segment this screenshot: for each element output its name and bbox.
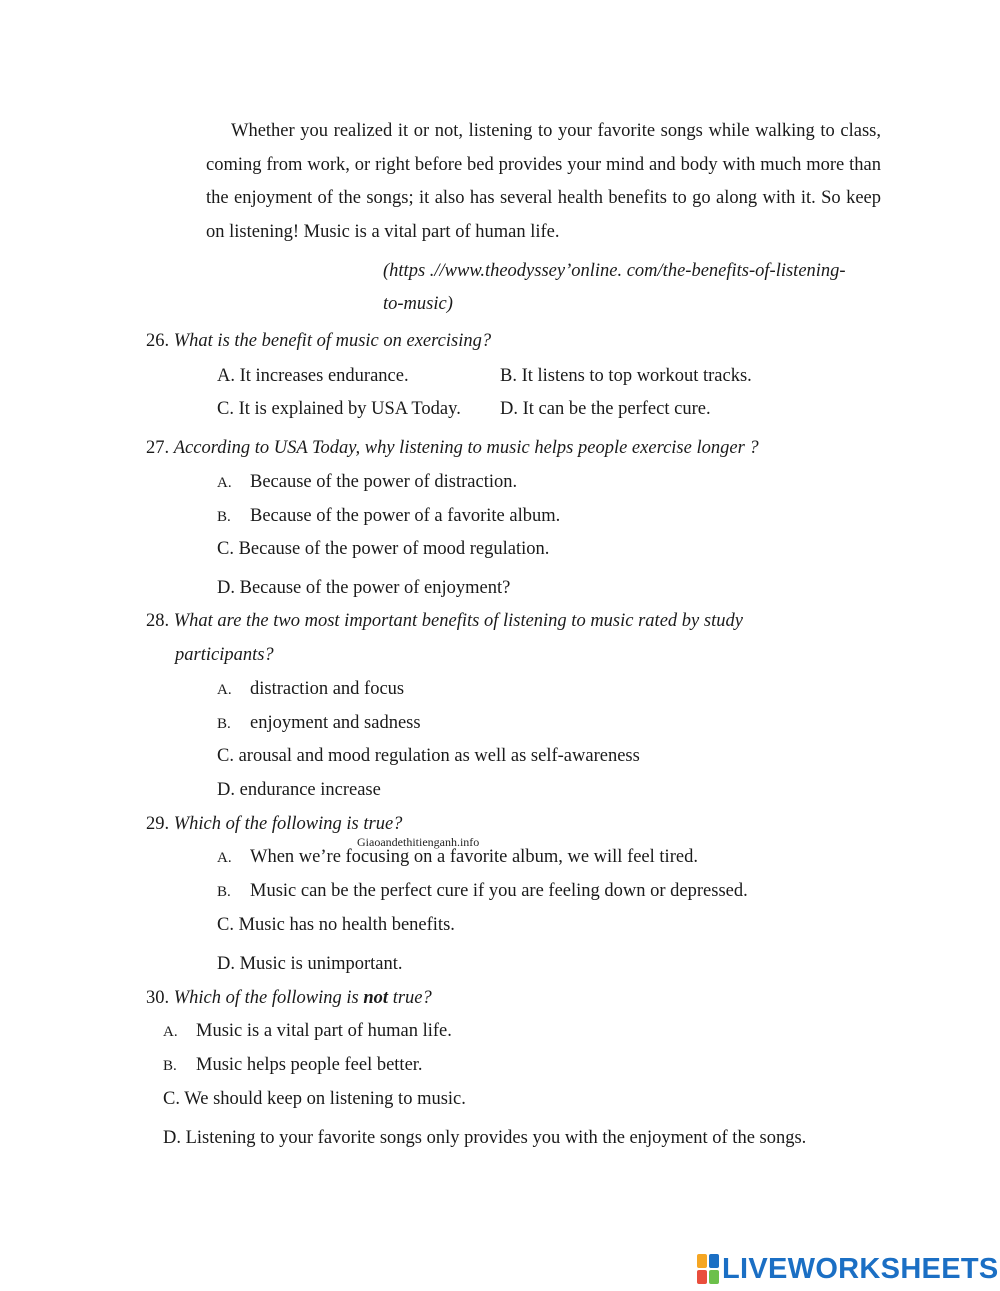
logo-block-3 [697,1270,707,1284]
watermark-text: Giaoandethitienganh.info [357,835,480,849]
q28-option-c[interactable]: C. arousal and mood regulation as well as self-awareness [217,746,640,766]
q28-option-a-text: distraction and focus [250,679,405,699]
logo-blocks-icon [697,1254,719,1284]
liveworksheets-logo [697,1254,999,1284]
source-line-1: (https .//www.theodyssey’online. com/the-benefits-of-listening- [383,261,846,281]
question-27-number: 27. [146,438,170,458]
question-28-text-line2: participants? [175,645,274,665]
question-29-number: 29. [146,814,170,834]
passage-paragraph: Whether you realized it or not, listening to your favorite songs while walking to class, coming from work, or right before bed provides your mind and body with much more than the enjoyment of the songs; it also has several health benefits to go along with it. So keep on listening! Music is a vital part of human life. [206,121,881,242]
q27-option-b[interactable] [217,507,560,526]
q28-option-b[interactable] [217,714,421,733]
q29-option-a-letter: A. [217,850,232,866]
q26-option-a[interactable]: A. It increases endurance. [217,366,409,386]
q29-option-b[interactable] [217,882,748,901]
question-26-number: 26. [146,331,170,351]
question-30 [146,989,432,1008]
q27-option-b-text: Because of the power of a favorite album. [250,506,561,526]
question-30-number: 30. [146,988,170,1008]
question-30-text [174,988,432,1008]
q27-option-d[interactable]: D. Because of the power of enjoyment? [217,578,511,598]
q30-option-b[interactable] [163,1056,423,1075]
question-30-text-after: true? [388,988,432,1008]
logo-block-4 [709,1270,719,1284]
q27-option-a-letter: A. [217,475,232,491]
source-line-2: to-music) [383,294,453,314]
question-28 [146,612,743,631]
q27-option-a[interactable] [217,473,517,492]
q28-option-a-letter: A. [217,682,232,698]
q30-option-b-letter: B. [163,1058,177,1074]
q30-option-d[interactable]: D. Listening to your favorite songs only provides you with the enjoyment of the songs. [163,1128,807,1148]
q28-option-a[interactable] [217,680,404,699]
q28-option-d[interactable]: D. endurance increase [217,780,381,800]
q28-option-b-text: enjoyment and sadness [250,713,421,733]
question-27-text: According to USA Today, why listening to music helps people exercise longer ? [173,438,759,458]
q26-option-c[interactable]: C. It is explained by USA Today. [217,399,461,419]
q29-option-c[interactable]: C. Music has no health benefits. [217,915,455,935]
q29-option-d[interactable]: D. Music is unimportant. [217,954,403,974]
q26-option-d[interactable]: D. It can be the perfect cure. [500,399,711,419]
logo-block-2 [709,1254,719,1268]
q29-option-b-text: Music can be the perfect cure if you are feeling down or depressed. [250,881,748,901]
q28-option-b-letter: B. [217,716,231,732]
q30-option-b-text: Music helps people feel better. [196,1055,423,1075]
logo-block-1 [697,1254,707,1268]
q26-option-b[interactable]: B. It listens to top workout tracks. [500,366,752,386]
q30-option-a-letter: A. [163,1024,178,1040]
question-30-text-bold: not [363,988,389,1008]
question-29 [146,815,402,834]
question-29-text: Which of the following is true? [173,814,403,834]
question-28-text-line1: What are the two most important benefits of listening to music rated by study [173,611,743,631]
q29-option-a-text: When we’re focusing on a favorite album, we will feel tired. [250,847,698,867]
question-26-text: What is the benefit of music on exercising? [173,331,492,351]
question-28-number: 28. [146,611,170,631]
question-27 [146,439,759,458]
q27-option-c[interactable]: C. Because of the power of mood regulation. [217,539,550,559]
q29-option-b-letter: B. [217,884,231,900]
q29-option-a[interactable] [217,848,698,867]
logo-text: LIVEWORKSHEETS [722,1252,999,1285]
question-26 [146,332,491,351]
q30-option-c[interactable]: C. We should keep on listening to music. [163,1089,466,1109]
question-30-text-before: Which of the following is [173,988,364,1008]
q27-option-b-letter: B. [217,509,231,525]
q27-option-a-text: Because of the power of distraction. [250,472,518,492]
q30-option-a[interactable] [163,1022,452,1041]
q30-option-a-text: Music is a vital part of human life. [196,1021,452,1041]
